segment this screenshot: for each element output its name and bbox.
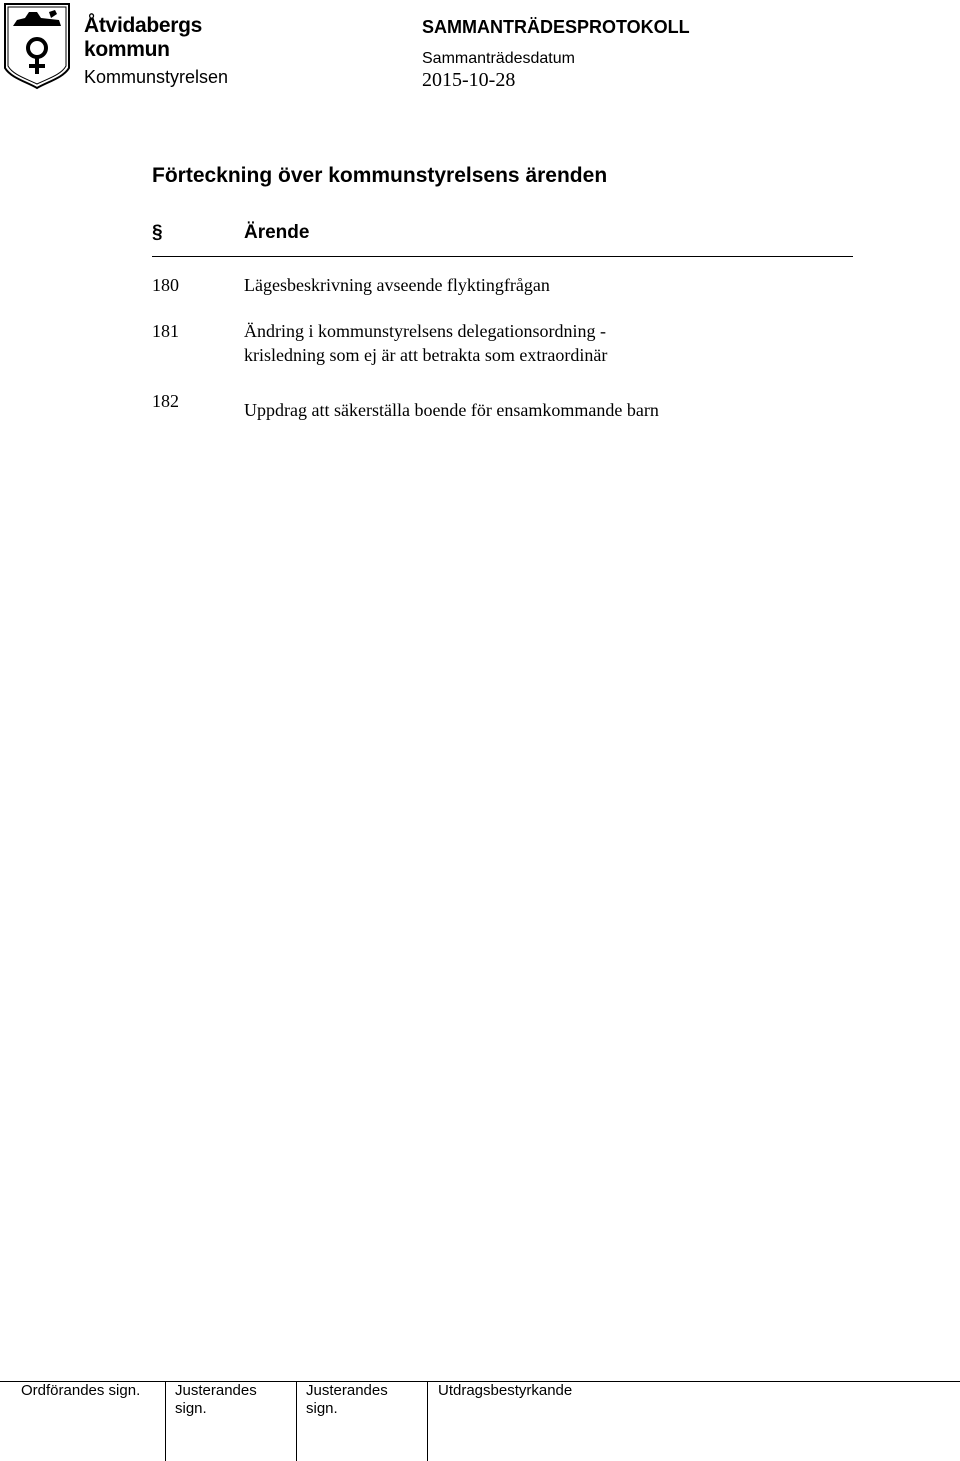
column-header-paragraph: § (152, 222, 163, 243)
board-name: Kommunstyrelsen (84, 67, 229, 87)
date-label: Sammanträdesdatum (422, 50, 575, 67)
column-header-matter: Ärende (244, 222, 310, 243)
meeting-date: 2015-10-28 (422, 69, 516, 91)
item-text: Ändring i kommunstyrelsens delegationsordning - (244, 321, 606, 341)
item-text: Lägesbeskrivning avseende flyktingfrågan (244, 275, 550, 295)
extract-certifier-label: Utdragsbestyrkande (438, 1382, 573, 1399)
municipality-name: Åtvidabergs (84, 14, 203, 37)
item-number: 182 (152, 391, 179, 411)
footer-column-divider (427, 1381, 428, 1461)
page-title: Förteckning över kommunstyrelsens ärenden (152, 164, 608, 187)
item-number: 180 (152, 275, 179, 295)
adjuster-signature-label: Justerandes (175, 1382, 257, 1399)
footer-column-divider (165, 1381, 166, 1461)
item-number: 181 (152, 321, 179, 341)
item-text: Uppdrag att säkerställa boende för ensamkommande barn (244, 400, 659, 420)
adjuster-signature-label-line2: sign. (306, 1400, 338, 1417)
municipality-name-suffix: kommun (84, 38, 170, 61)
adjuster-signature-label: Justerandes (306, 1382, 388, 1399)
header-divider (152, 256, 853, 257)
document-type: SAMMANTRÄDESPROTOKOLL (422, 17, 690, 37)
chair-signature-label: Ordförandes sign. (21, 1382, 141, 1399)
footer-column-divider (296, 1381, 297, 1461)
adjuster-signature-label-line2: sign. (175, 1400, 207, 1417)
coat-of-arms-icon (3, 2, 71, 90)
item-text-continuation: krisledning som ej är att betrakta som extraordinär (244, 345, 608, 365)
